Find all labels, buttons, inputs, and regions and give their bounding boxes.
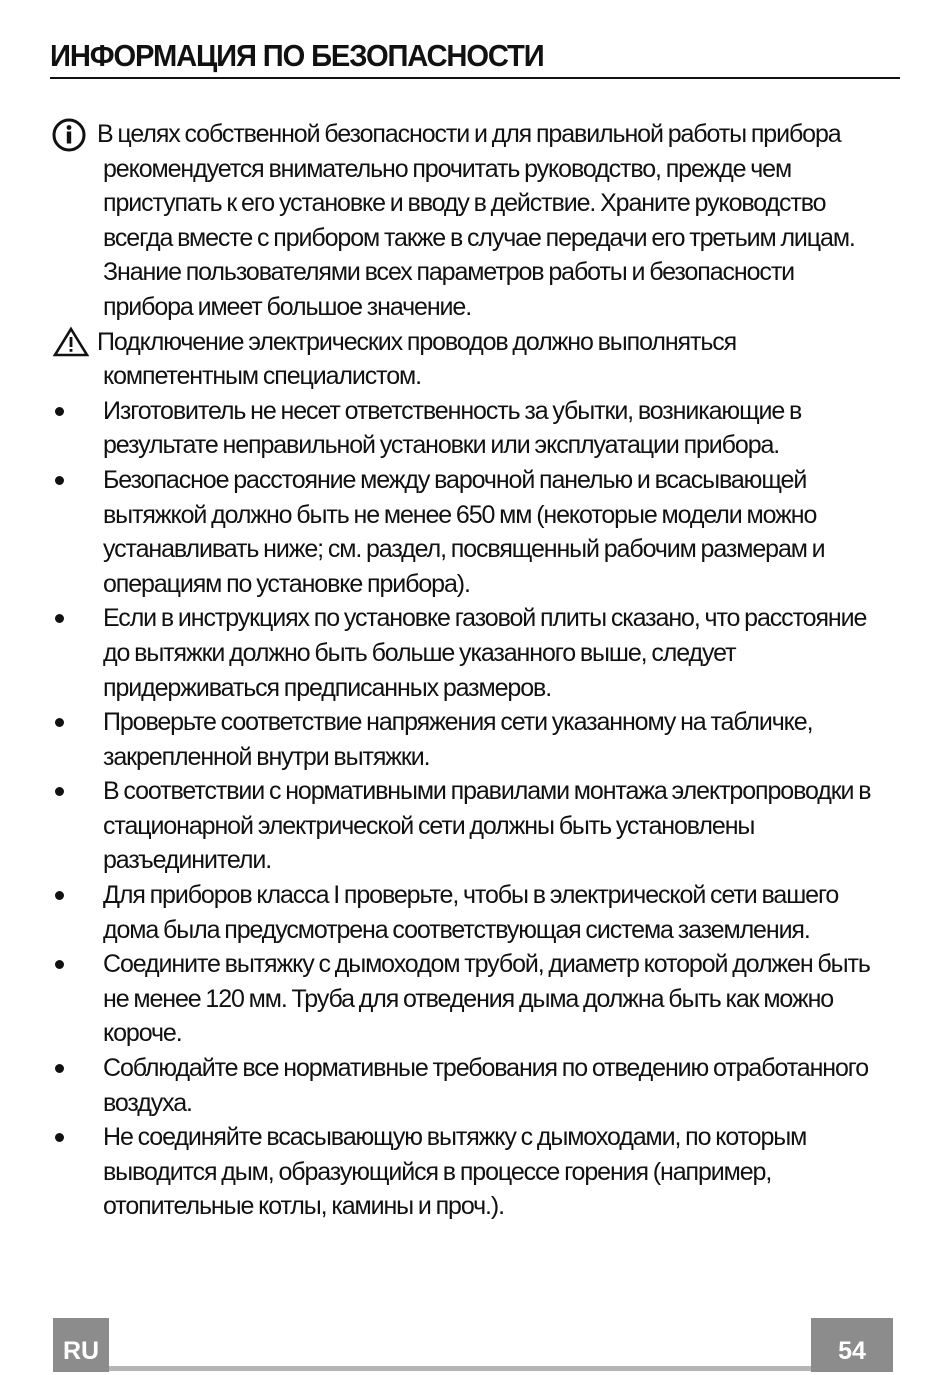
bullet-icon	[55, 787, 64, 796]
list-item-text: Изготовитель не несет ответственность за убытки, возникающие в результате неправильной установки или эксплуатации прибора.	[103, 396, 802, 460]
list-item	[52, 947, 882, 1051]
list-item-text: Соблюдайте все нормативные требования по отведению отработанного воздуха.	[103, 1054, 869, 1117]
page-title: ИНФОРМАЦИЯ ПО БЕЗОПАСНОСТИ	[50, 38, 544, 73]
title-divider	[50, 77, 900, 79]
bullet-icon	[55, 476, 64, 485]
footer-divider	[109, 1366, 811, 1371]
info-icon	[52, 117, 86, 152]
list-item	[52, 463, 882, 601]
bullet-icon	[55, 891, 64, 900]
list-item-text: В целях собственной безопасности и для правильной работы прибора рекомендуется внимательно прочитать руководство, прежде чем приступать к его установке и вводу в действие. Храните руководство всегда вместе с прибором также в случае передачи его третьим лицам. Знание пользователями всех параметров работы и безопасности прибора имеет большое значение.	[97, 120, 855, 321]
list-item-text: Проверьте соответствие напряжения сети указанному на табличке, закрепленной внутри вытяжки.	[103, 708, 813, 771]
safety-list	[52, 117, 882, 1224]
list-item	[52, 601, 882, 705]
warning-icon	[52, 325, 90, 360]
bullet-icon	[55, 960, 64, 969]
list-item-text: Подключение электрических проводов должно выполняться компетентным специалистом.	[97, 327, 737, 391]
list-item-warning	[52, 325, 882, 394]
list-item	[52, 394, 882, 463]
list-item	[52, 1051, 882, 1120]
list-item-text: Для приборов класса I проверьте, чтобы в электрической сети вашего дома была предусмотрена соответствующая система заземления.	[103, 881, 839, 944]
list-item	[52, 1120, 882, 1224]
bullet-icon	[55, 614, 64, 623]
page-number: 54	[811, 1318, 893, 1372]
list-item-text: Если в инструкциях по установке газовой плиты сказано, что расстояние до вытяжки должно быть больше указанного выше, следует придерживаться предписанных размеров.	[103, 604, 867, 702]
bullet-icon	[55, 1064, 64, 1073]
list-item	[52, 878, 882, 947]
list-item-info	[52, 117, 882, 325]
list-item-text: Соедините вытяжку с дымоходом трубой, диаметр которой должен быть не менее 120 мм. Труба для отведения дыма должна быть как можно короче.	[103, 950, 870, 1048]
list-item-text: Не соединяйте всасывающую вытяжку с дымоходами, по которым выводится дым, образующийся в процессе горения (например, отопительные котлы, камины и проч.).	[103, 1123, 807, 1221]
bullet-icon	[55, 407, 64, 416]
list-item-text: Безопасное расстояние между варочной панелью и всасывающей вытяжкой должно быть не менее 650 мм (некоторые модели можно устанавливать ниже; см. раздел, посвященный рабочим размерам и операциям по установке прибора).	[103, 465, 825, 598]
list-item	[52, 705, 882, 774]
language-badge: RU	[53, 1318, 109, 1372]
bullet-icon	[55, 1133, 64, 1142]
list-item-text: В соответствии с нормативными правилами монтажа электропроводки в стационарной электрической сети должны быть установлены разъединители.	[103, 777, 871, 875]
bullet-icon	[55, 718, 64, 727]
list-item	[52, 774, 882, 878]
